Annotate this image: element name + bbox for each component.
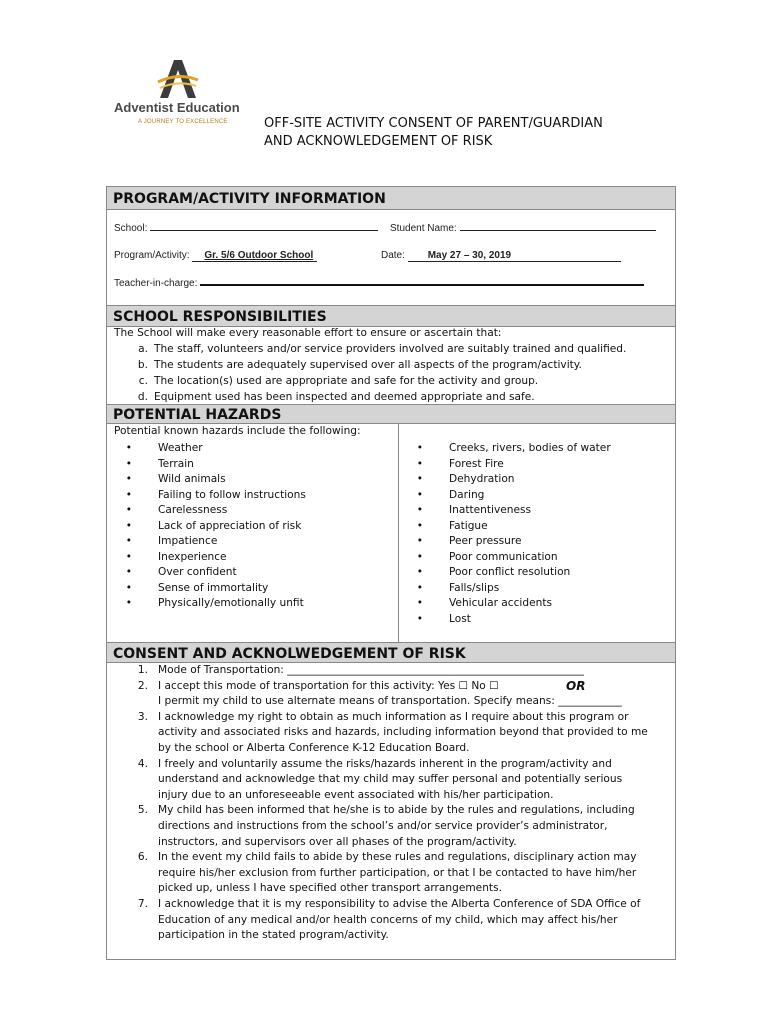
bullet-icon: • bbox=[125, 535, 132, 547]
consent-text: I acknowledge my right to obtain as much information as I require about this program or bbox=[158, 710, 629, 723]
consent-text: In the event my child fails to abide by these rules and regulations, disciplinary action may bbox=[158, 851, 637, 864]
bullet-icon: • bbox=[125, 504, 132, 516]
hazards-column-divider bbox=[398, 424, 399, 642]
bullet-icon: • bbox=[125, 488, 132, 501]
hazard-text: Falls/slips bbox=[449, 581, 500, 594]
adventist-education-logo bbox=[112, 58, 252, 134]
bullet-icon: • bbox=[416, 550, 423, 563]
school-row bbox=[114, 223, 378, 234]
hazard-text: Terrain bbox=[158, 457, 194, 470]
student-name-label: Student Name: bbox=[390, 223, 457, 234]
date-label: Date: bbox=[381, 250, 405, 261]
consent-marker: 7. bbox=[137, 898, 148, 910]
school-label: School: bbox=[114, 223, 148, 234]
hazards-intro: Potential known hazards include the following: bbox=[114, 425, 361, 437]
hazard-text: Over confident bbox=[158, 566, 237, 578]
bullet-icon: • bbox=[125, 442, 132, 454]
consent-text: Education of any medical and/or health concerns of my child, which may affect his/her bbox=[158, 913, 618, 926]
school-intro: The School will make every reasonable effort to ensure or ascertain that: bbox=[114, 327, 502, 339]
consent-text: I freely and voluntarily assume the risks/hazards inherent in the program/activity and bbox=[158, 757, 612, 770]
teacher-label: Teacher-in-charge: bbox=[114, 278, 198, 289]
bullet-icon: • bbox=[125, 550, 132, 563]
bullet-icon: • bbox=[416, 612, 423, 625]
hazard-text: Dehydration bbox=[449, 473, 515, 485]
or-emphasis: OR bbox=[566, 678, 586, 693]
school-section-heading: SCHOOL RESPONSIBILITIES bbox=[107, 305, 675, 327]
hazard-text: Carelessness bbox=[158, 504, 228, 516]
hazard-text: Sense of immortality bbox=[158, 581, 269, 594]
logo-a-mark-icon bbox=[156, 58, 200, 100]
activity-label: Program/Activity: bbox=[114, 250, 190, 261]
bullet-icon: • bbox=[416, 581, 423, 594]
hazard-text: Peer pressure bbox=[449, 535, 522, 547]
hazard-text: Inattentiveness bbox=[449, 504, 532, 516]
consent-text: activity and associated risks and hazards, including information beyond that provided to me bbox=[158, 726, 648, 739]
bullet-icon: • bbox=[125, 566, 132, 578]
hazard-text: Fatigue bbox=[449, 519, 488, 532]
consent-text: I permit my child to use alternate means of transportation. Specify means: ____________ bbox=[158, 695, 622, 708]
logo-name: Adventist Education bbox=[114, 100, 240, 115]
hazard-text: Failing to follow instructions bbox=[158, 488, 306, 501]
consent-text: Mode of Transportation: ________________________________________________________ bbox=[158, 664, 584, 676]
school-field[interactable] bbox=[150, 230, 378, 231]
date-value: May 27 – 30, 2019 bbox=[427, 250, 512, 261]
hazard-text: Weather bbox=[158, 442, 203, 454]
hazard-text: Creeks, rivers, bodies of water bbox=[449, 442, 611, 454]
document-title bbox=[264, 115, 603, 151]
bullet-icon: • bbox=[416, 566, 423, 578]
consent-marker: 4. bbox=[137, 757, 148, 770]
hazard-text: Daring bbox=[449, 488, 485, 501]
consent-text: I acknowledge that it is my responsibility to advise the Alberta Conference of SDA Office of bbox=[158, 898, 641, 910]
activity-row bbox=[114, 250, 317, 262]
bullet-icon: • bbox=[125, 597, 132, 609]
consent-marker: 1. bbox=[137, 664, 148, 676]
bullet-icon: • bbox=[416, 488, 423, 501]
activity-value: Gr. 5/6 Outdoor School bbox=[204, 250, 314, 261]
bullet-icon: • bbox=[416, 504, 423, 516]
consent-marker: 6. bbox=[137, 851, 148, 864]
consent-section-heading: CONSENT AND ACKNOLWEDGEMENT OF RISK bbox=[107, 643, 675, 663]
consent-marker: 5. bbox=[137, 804, 148, 817]
consent-text: injury due to an unforeseeable event associated with his/her participation. bbox=[158, 788, 554, 801]
consent-marker: 2. bbox=[137, 679, 148, 692]
student-row bbox=[390, 223, 656, 234]
activity-field[interactable] bbox=[192, 250, 317, 262]
consent-text: require his/her exclusion from further participation, or that I be contacted to have him/her bbox=[158, 866, 637, 879]
bullet-icon: • bbox=[125, 581, 132, 594]
hazard-text: Lost bbox=[449, 612, 471, 625]
hazards-section-heading: POTENTIAL HAZARDS bbox=[107, 404, 675, 424]
bullet-icon: • bbox=[125, 519, 132, 532]
bullet-icon: • bbox=[416, 519, 423, 532]
consent-text: picked up, unless I have specified other transport arrangements. bbox=[158, 882, 502, 895]
hazard-text: Poor conflict resolution bbox=[449, 566, 571, 578]
bullet-icon: • bbox=[416, 442, 423, 454]
title-line-2: AND ACKNOWLEDGEMENT OF RISK bbox=[264, 134, 493, 149]
bullet-icon: • bbox=[125, 457, 132, 470]
hazard-text: Physically/emotionally unfit bbox=[158, 597, 304, 609]
bullet-icon: • bbox=[416, 535, 423, 547]
teacher-row bbox=[114, 278, 644, 289]
date-row bbox=[381, 250, 621, 262]
hazard-text: Inexperience bbox=[158, 550, 227, 563]
hazard-text: Wild animals bbox=[158, 473, 226, 485]
hazard-text: Poor communication bbox=[449, 550, 558, 563]
bullet-icon: • bbox=[125, 473, 132, 485]
logo-tagline: A JOURNEY TO EXCELLENCE bbox=[138, 119, 228, 125]
bullet-icon: • bbox=[416, 597, 423, 609]
consent-text: instructors, and supervisors over all phases of the program/activity. bbox=[158, 835, 517, 848]
student-name-field[interactable] bbox=[460, 230, 656, 231]
consent-text: by the school or Alberta Conference K-12 Education Board. bbox=[158, 742, 470, 754]
hazard-text: Vehicular accidents bbox=[449, 597, 553, 609]
consent-text: participation in the stated program/activity. bbox=[158, 929, 389, 942]
title-line-1: OFF-SITE ACTIVITY CONSENT OF PARENT/GUARDIAN bbox=[264, 116, 603, 131]
program-section-heading: PROGRAM/ACTIVITY INFORMATION bbox=[107, 186, 675, 210]
hazard-text: Lack of appreciation of risk bbox=[158, 519, 302, 532]
consent-text: My child has been informed that he/she is to abide by the rules and regulations, including bbox=[158, 804, 635, 817]
bullet-icon: • bbox=[416, 473, 423, 485]
hazard-text: Forest Fire bbox=[449, 457, 504, 470]
hazard-text: Impatience bbox=[158, 535, 218, 547]
date-field[interactable] bbox=[408, 250, 621, 262]
teacher-field[interactable] bbox=[200, 284, 644, 286]
consent-text: I accept this mode of transportation for this activity: Yes ☐ No ☐ bbox=[158, 679, 499, 692]
consent-text: directions and instructions from the school’s and/or service provider’s administrator, bbox=[158, 820, 608, 832]
consent-marker: 3. bbox=[137, 710, 148, 723]
bullet-icon: • bbox=[416, 457, 423, 470]
consent-text: understand and acknowledge that my child may suffer personal and potentially serious bbox=[158, 773, 623, 786]
